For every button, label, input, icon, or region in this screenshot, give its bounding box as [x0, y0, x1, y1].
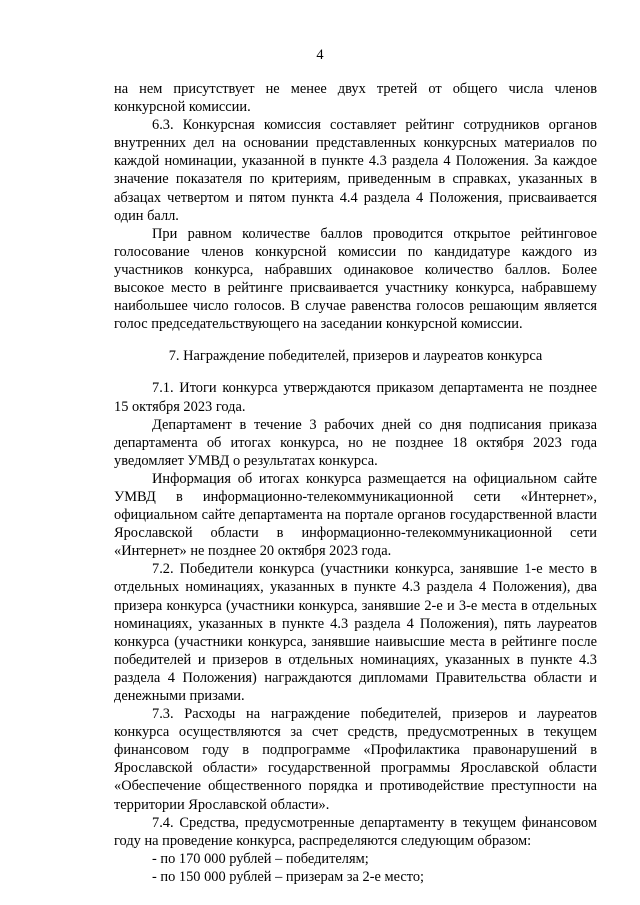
- paragraph-6-3: 6.3. Конкурсная комиссия составляет рейтинг сотрудников органов внутренних дел на основании представленных конкурсных материалов по каждой номинации, указанной в пункте 4.3 раздела 4 Положения. За каждое значение показателя по критериям, приведенным в справках, указанных в абзацах четвертом и пятом пункта 4.4 раздела 4 Положения, присваивается один балл.: [114, 117, 597, 224]
- list-item: - по 150 000 рублей – призерам за 2-е место;: [152, 868, 425, 885]
- page-number: 4: [316, 47, 324, 63]
- paragraph-department-notify: Департамент в течение 3 рабочих дней со дня подписания приказа департамента об итогах конкурса, но не позднее 18 октября 2023 года уведомляет УМВД о результатах конкурса.: [114, 416, 597, 469]
- section-heading: 7. Награждение победителей, призеров и лауреатов конкурса: [168, 348, 543, 365]
- paragraph-equal-points: При равном количестве баллов проводится открытое рейтинговое голосование членов конкурсной комиссии по кандидатуре каждого из участников конкурса, набравших одинаковое количество баллов. Более высокое место в рейтинге присваивается участнику конкурса, набравшему наибольшее число голосов. В случае равенства голосов решающим является голос председательствующего на заседании конкурсной комиссии.: [114, 225, 597, 333]
- paragraph-7-4: 7.4. Средства, предусмотренные департаменту в текущем финансовом году на проведение конкурса, распределяются следующим образом:: [114, 814, 597, 849]
- list-item: - по 170 000 рублей – победителям;: [152, 850, 369, 867]
- paragraph-continuation: на нем присутствует не менее двух третей от общего числа членов конкурсной комиссии.: [114, 81, 597, 116]
- document-body: [114, 80, 597, 886]
- paragraph-info-publication: Информация об итогах конкурса размещается на официальном сайте УМВД в информационно-телекоммуникационной сети «Интернет», официальном сайте департамента на портале органов государственной власти Ярославской области в информационно-телекоммуникационной сети «Интернет» не позднее 20 октября 2023 года.: [114, 470, 597, 560]
- paragraph-7-3: 7.3. Расходы на награждение победителей, призеров и лауреатов конкурса осуществляются за счет средств, предусмотренных в текущем финансовом году в подпрограмме «Профилактика правонарушений в Ярославской области» государственной программы Ярославской области «Обеспечение общественного порядка и противодействие преступности на территории Ярославской области».: [114, 706, 597, 813]
- paragraph-7-1: 7.1. Итоги конкурса утверждаются приказом департамента не позднее 15 октября 2023 года.: [114, 380, 597, 415]
- paragraph-7-2: 7.2. Победители конкурса (участники конкурса, занявшие 1-е место в отдельных номинациях, указанных в пункте 4.3 раздела 4 Положения), два призера конкурса (участники конкурса, занявшие 2-е и 3-е места в отдельных номинациях, указанных в пункте 4.3 раздела 4 Положения), пять лауреатов конкурса (участники конкурса, занявшие наивысшие места в рейтинге после победителей и призеров в отдельных номинациях, указанных в пункте 4.3 раздела 4 Положения) награждаются дипломами Правительства области и денежными призами.: [114, 561, 597, 704]
